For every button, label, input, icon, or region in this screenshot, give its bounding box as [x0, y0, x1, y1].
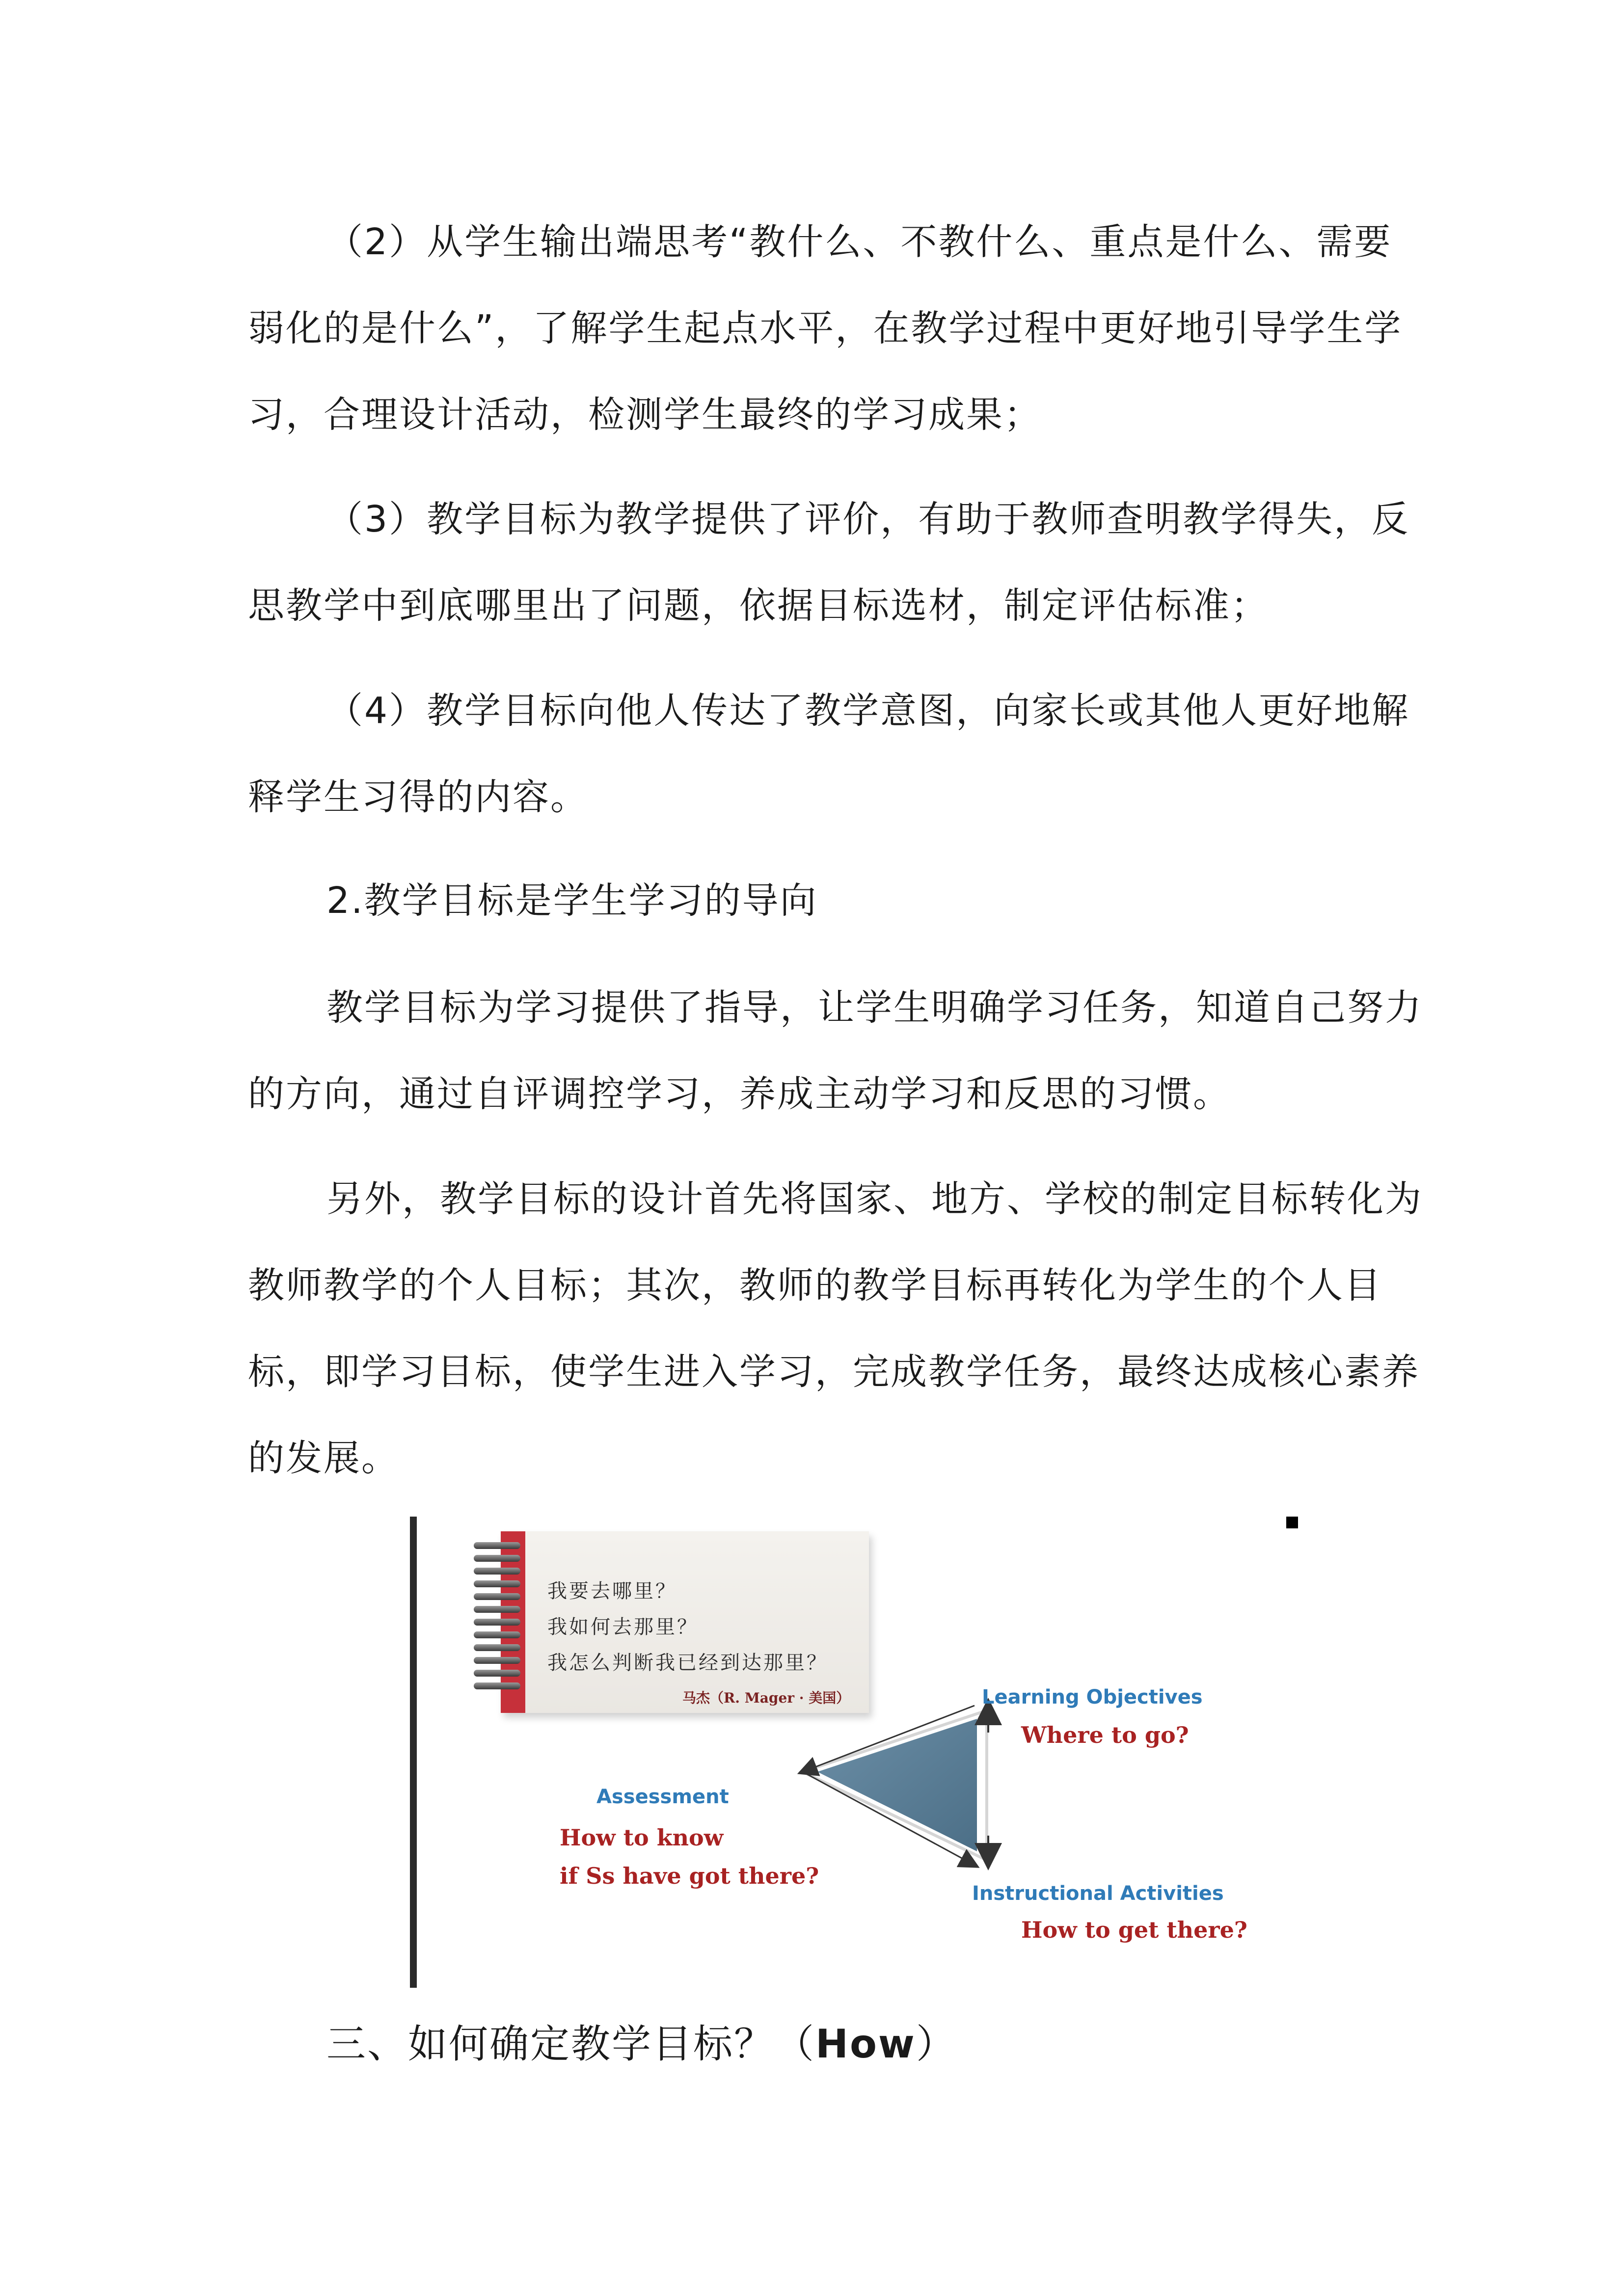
paragraph-additional: 另外，教学目标的设计首先将国家、地方、学校的制定目标转化为教师教学的个人目标；其次，教师的教学目标再转化为学生的个人目标，即学习目标，使学生进入学习，完成教学任务，最终达成核心素养的发展。	[248, 1178, 1423, 1479]
notebook-question-3: 我怎么判断我已经到达那里？	[547, 1652, 828, 1674]
assessment-question-line1: How to know	[560, 1824, 724, 1851]
notebook-question-2: 我如何去那里？	[547, 1616, 699, 1638]
assessment-question-line2: if Ss have got there?	[560, 1863, 819, 1889]
paragraph-2: （2）从学生输出端思考“教什么、不教什么、重点是什么、需要弱化的是什么”，了解学生起点水平，在教学过程中更好地引导学生学习，合理设计活动，检测学生最终的学习成果；	[248, 221, 1403, 436]
learning-objectives-question: Where to go?	[1021, 1722, 1189, 1748]
instructional-activities-title: Instructional Activities	[972, 1882, 1224, 1905]
section-heading-2: 2.教学目标是学生学习的导向	[326, 880, 818, 922]
assessment-title: Assessment	[596, 1786, 729, 1808]
learning-objectives-title: Learning Objectives	[982, 1686, 1203, 1709]
section-heading-3-en: How	[815, 2021, 916, 2067]
paragraph-guidance: 教学目标为学习提供了指导，让学生明确学习任务，知道自己努力的方向，通过自评调控学习，养成主动学习和反思的习惯。	[248, 987, 1423, 1115]
section-heading-3	[326, 2017, 957, 2071]
section-heading-3-close: ）	[916, 2021, 957, 2067]
paragraph-3: （3）教学目标为教学提供了评价，有助于教师查明教学得失，反思教学中到底哪里出了问题，依据目标选材，制定评估标准；	[248, 498, 1410, 627]
instructional-activities-question: How to get there?	[1021, 1917, 1247, 1943]
notebook-question-1: 我要去哪里？	[547, 1580, 677, 1602]
paragraph-4: （4）教学目标向他人传达了教学意图，向家长或其他人更好地解释学生习得的内容。	[248, 690, 1410, 818]
figure-mager-questions	[410, 1517, 1303, 1988]
section-heading-3-cn: 三、如何确定教学目标？（	[326, 2021, 815, 2067]
notebook-author: 马杰（R. Mager · 美国）	[682, 1690, 850, 1706]
